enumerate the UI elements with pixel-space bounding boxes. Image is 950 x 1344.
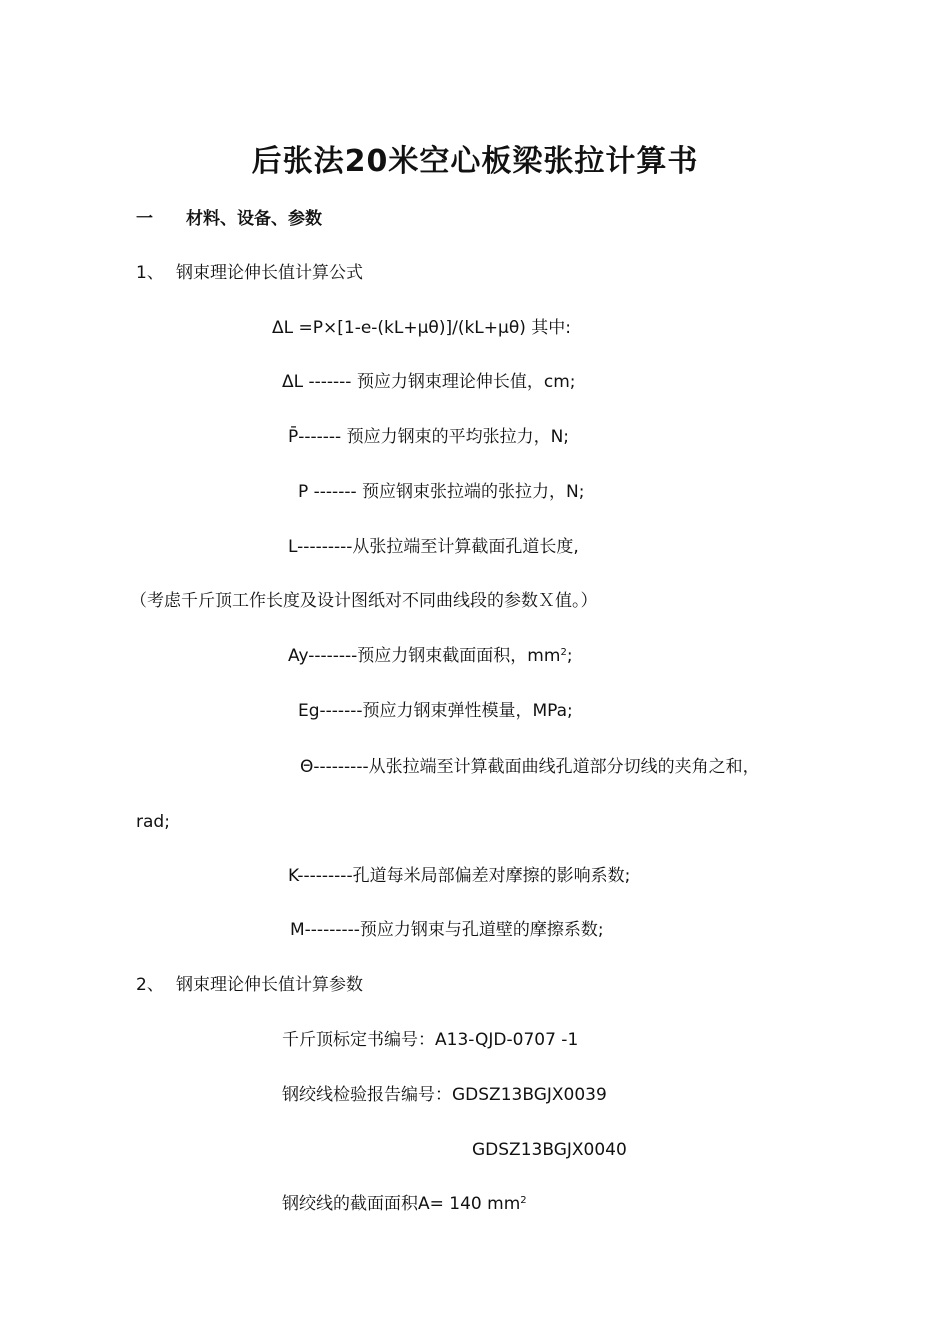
item-2-label: 钢束理论伸长值计算参数 xyxy=(176,975,363,995)
item-1-label: 钢束理论伸长值计算公式 xyxy=(176,263,363,283)
item-1-number: 1、 xyxy=(136,263,164,283)
definition-p-bar: P̄------- 预应力钢束的平均张拉力，N; xyxy=(288,427,570,447)
strand-report-number-2: GDSZ13BGJX0040 xyxy=(472,1140,627,1160)
definition-p: P ------- 预应钢束张拉端的张拉力，N; xyxy=(298,482,585,502)
strand-section-area xyxy=(282,1193,527,1215)
strand-section-area-text: 钢绞线的截面面积A= 140 mm xyxy=(282,1194,521,1214)
definition-ay-superscript: 2 xyxy=(560,647,567,658)
section-1-number: 一 xyxy=(136,209,153,229)
document-title: 后张法20米空心板梁张拉计算书 xyxy=(251,144,699,179)
jack-calibration-number: 千斤顶标定书编号：A13-QJD-0707 -1 xyxy=(282,1030,579,1050)
section-1-heading: 材料、设备、参数 xyxy=(186,209,322,229)
definition-eg: Eg-------预应力钢束弹性模量，MPa; xyxy=(298,701,573,721)
definition-ay xyxy=(288,645,573,667)
definition-ay-text: Ay--------预应力钢束截面面积，mm xyxy=(288,646,561,666)
elongation-formula: ΔL =P×[1-e-(kL+μθ)]/(kL+μθ) 其中: xyxy=(272,318,571,338)
item-2-number: 2、 xyxy=(136,975,164,995)
definition-mu: Μ---------预应力钢束与孔道壁的摩擦系数; xyxy=(290,920,604,940)
definition-l: L---------从张拉端至计算截面孔道长度, xyxy=(288,537,579,557)
definition-theta-unit: rad; xyxy=(136,812,170,832)
definition-theta: Θ---------从张拉端至计算截面曲线孔道部分切线的夹角之和， xyxy=(300,757,760,777)
strand-section-area-superscript: 2 xyxy=(520,1195,527,1206)
strand-report-number: 钢绞线检验报告编号：GDSZ13BGJX0039 xyxy=(282,1085,607,1105)
definition-delta-l: ΔL ------- 预应力钢束理论伸长值，cm; xyxy=(282,372,576,392)
length-note: （考虑千斤顶工作长度及设计图纸对不同曲线段的参数Ｘ值。） xyxy=(130,591,598,611)
definition-k: K---------孔道每米局部偏差对摩擦的影响系数; xyxy=(288,866,631,886)
definition-ay-end: ; xyxy=(566,646,573,666)
